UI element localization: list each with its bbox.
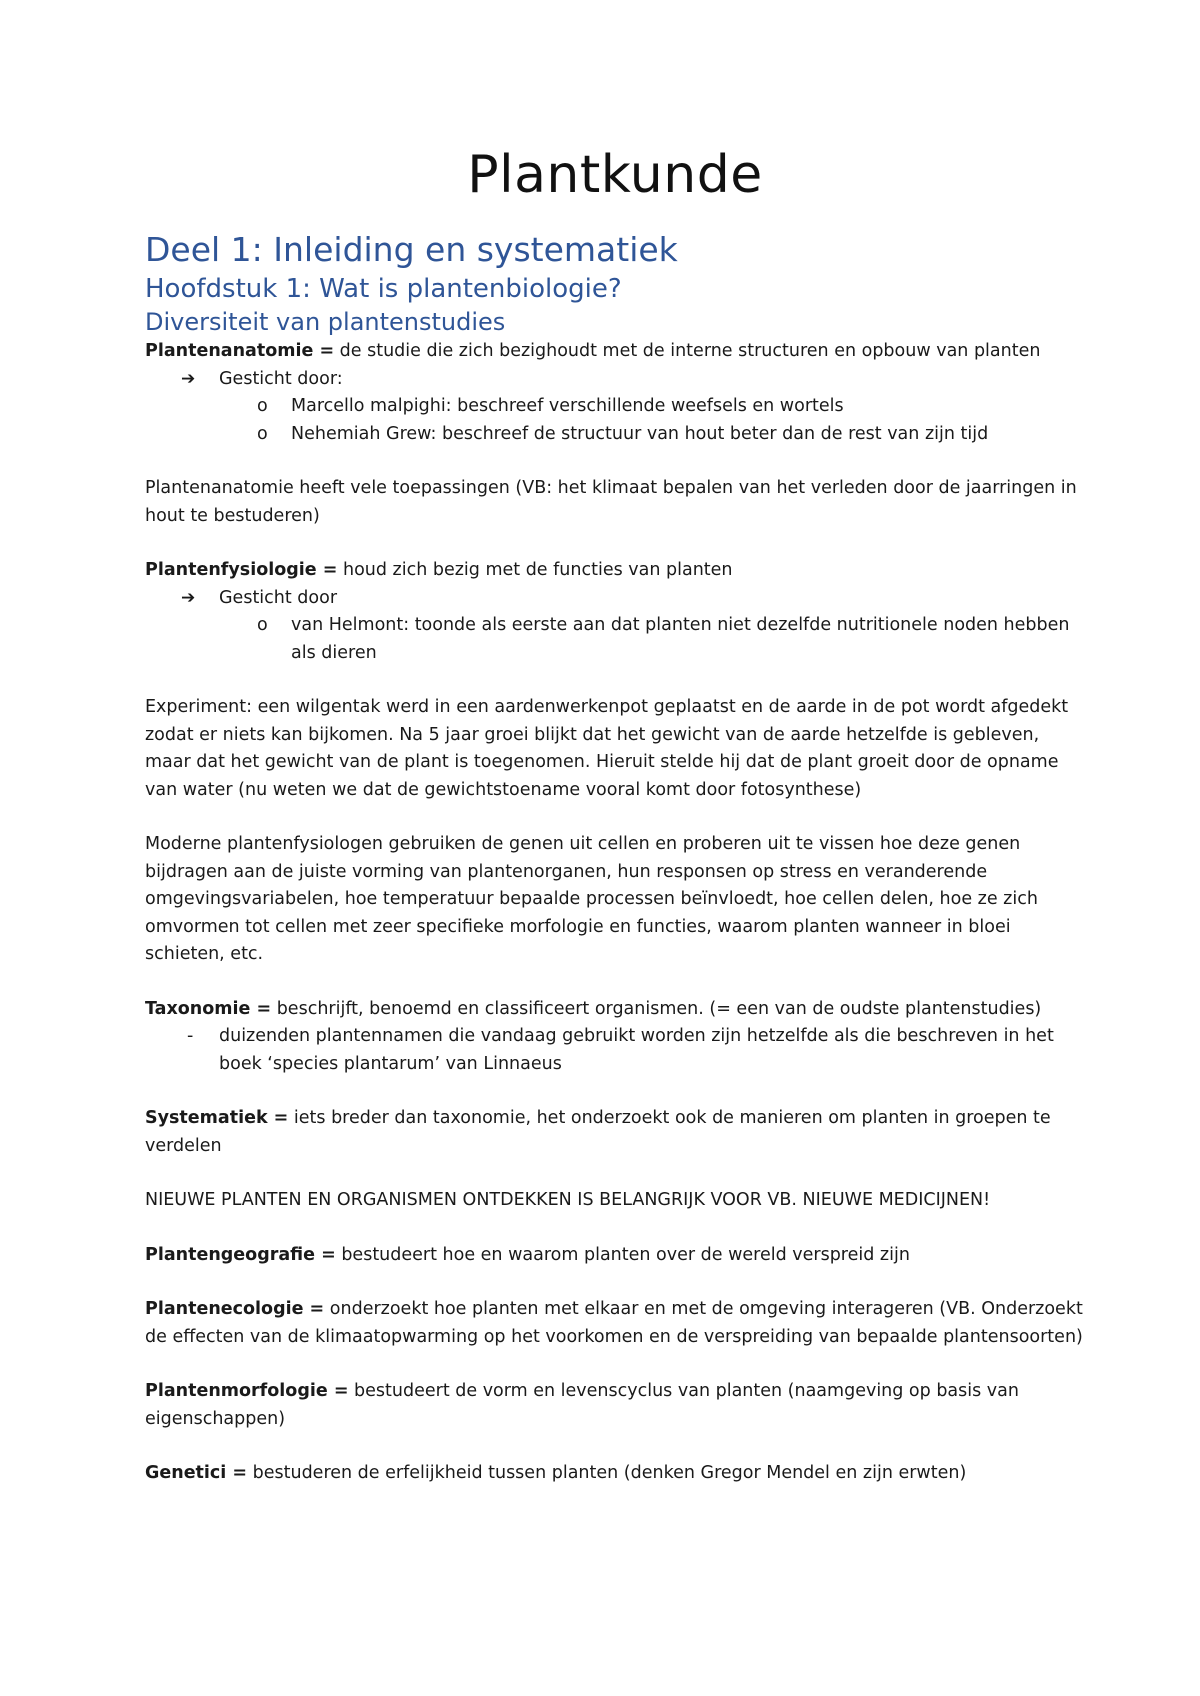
term-fysiologie: Plantenfysiologie = — [145, 560, 338, 580]
spacer — [145, 1160, 1085, 1187]
paragraph-genetici — [145, 1460, 1085, 1488]
list-item-text: Marcello malpighi: beschreef verschillende weefsels en wortels — [291, 396, 844, 416]
dash-bullet-icon: - — [187, 1026, 194, 1046]
page-title: Plantkunde — [467, 145, 763, 205]
paragraph-caps-note: NIEUWE PLANTEN EN ORGANISMEN ONTDEKKEN IS BELANGRIJK VOOR VB. NIEUWE MEDICIJNEN! — [145, 1190, 991, 1210]
definition-taxonomie: beschrijft, benoemd en classificeert organismen. (= een van de oudste plantenstudies) — [271, 998, 1042, 1019]
paragraph-taxonomie — [145, 996, 1085, 1024]
definition-ecologie: onderzoekt hoe planten met elkaar en met de omgeving interageren (VB. Onderzoekt de effecten van de klimaatopwarming op het voorkomen en de verspreiding van bepaalde plantensoorten) — [145, 1299, 1083, 1347]
arrow-item-text: Gesticht door: — [219, 368, 343, 389]
term-genetici: Genetici = — [145, 1463, 248, 1483]
spacer — [145, 1269, 1085, 1296]
list-item — [145, 393, 1085, 421]
spacer — [145, 1351, 1085, 1378]
definition-morfologie: bestudeert de vorm en levenscyclus van planten (naamgeving op basis van eigenschappen) — [145, 1381, 1019, 1429]
paragraph-fysiologie — [145, 557, 1085, 585]
heading-deel: Deel 1: Inleiding en systematiek — [145, 230, 678, 269]
paragraph-geografie — [145, 1242, 1085, 1270]
spacer — [145, 1433, 1085, 1460]
spacer — [145, 448, 1085, 475]
term-systematiek: Systematiek = — [145, 1108, 289, 1128]
definition-systematiek: iets breder dan taxonomie, het onderzoekt ook de manieren om planten in groepen te verdelen — [145, 1108, 1051, 1156]
paragraph-experiment: Experiment: een wilgentak werd in een aardenwerkenpot geplaatst en de aarde in de pot wordt afgedekt zodat er niets kan bijkomen. Na 5 jaar groei blijkt dat het gewicht van de aarde hetzelfde is gebleven, maar dat het gewicht van de plant is toegenomen. Hieruit stelde hij dat de plant groeit door de opname van water (nu weten we dat de gewichtstoename vooral komt door fotosynthese) — [145, 697, 1069, 800]
spacer — [145, 969, 1085, 996]
definition-geografie: bestudeert hoe en waarom planten over de wereld verspreid zijn — [335, 1244, 910, 1265]
list-item — [145, 1023, 1085, 1078]
list-item — [145, 612, 1085, 667]
arrow-item — [145, 585, 1085, 613]
paragraph-moderne-fysiologen: Moderne plantenfysiologen gebruiken de genen uit cellen en proberen uit te vissen hoe deze genen bijdragen aan de juiste vorming van plantenorganen, hun responsen op stress en veranderende omgevingsvariabelen, hoe temperatuur bepaalde processen beïnvloedt, hoe cellen delen, hoe ze zich omvormen tot cellen met zeer specifieke morfologie en functies, waarom planten wanneer in bloei schieten, etc. — [145, 834, 1038, 964]
term-anatomie: Plantenanatomie = — [145, 341, 335, 361]
term-morfologie: Plantenmorfologie = — [145, 1381, 349, 1401]
term-ecologie: Plantenecologie = — [145, 1299, 325, 1319]
hollow-circle-bullet-icon: o — [257, 396, 268, 416]
heading-hoofdstuk: Hoofdstuk 1: Wat is plantenbiologie? — [145, 274, 622, 304]
paragraph-morfologie — [145, 1378, 1085, 1433]
list-item-text: duizenden plantennamen die vandaag gebruikt worden zijn hetzelfde als die beschreven in het boek ‘species plantarum’ van Linnaeus — [219, 1026, 1054, 1074]
definition-anatomie: de studie die zich bezighoudt met de interne structuren en opbouw van planten — [334, 341, 1041, 361]
list-item-text: van Helmont: toonde als eerste aan dat planten niet dezelfde nutritionele noden hebben als dieren — [291, 615, 1070, 663]
paragraph-anatomie-toepassingen: Plantenanatomie heeft vele toepassingen (VB: het klimaat bepalen van het verleden door de jaarringen in hout te bestuderen) — [145, 478, 1077, 526]
document-content — [145, 140, 1085, 1488]
definition-genetici: bestuderen de erfelijkheid tussen planten (denken Gregor Mendel en zijn erwten) — [247, 1463, 967, 1483]
arrow-right-icon: ➔ — [181, 368, 196, 389]
hollow-circle-bullet-icon: o — [257, 423, 268, 444]
list-item-text: Nehemiah Grew: beschreef de structuur van hout beter dan de rest van zijn tijd — [291, 423, 989, 444]
term-geografie: Plantengeografie = — [145, 1244, 336, 1265]
spacer — [145, 1215, 1085, 1242]
arrow-right-icon: ➔ — [181, 587, 196, 608]
paragraph-ecologie — [145, 1296, 1085, 1351]
arrow-item-text: Gesticht door — [219, 587, 338, 608]
term-taxonomie: Taxonomie = — [145, 998, 272, 1019]
heading-subsection: Diversiteit van plantenstudies — [145, 308, 506, 336]
spacer — [145, 804, 1085, 831]
spacer — [145, 1078, 1085, 1105]
list-item — [145, 421, 1085, 449]
spacer — [145, 530, 1085, 557]
spacer — [145, 667, 1085, 694]
definition-fysiologie: houd zich bezig met de functies van planten — [337, 560, 733, 580]
hollow-circle-bullet-icon: o — [257, 615, 268, 635]
arrow-item — [145, 366, 1085, 394]
paragraph-anatomie — [145, 338, 1085, 366]
paragraph-systematiek — [145, 1105, 1085, 1160]
